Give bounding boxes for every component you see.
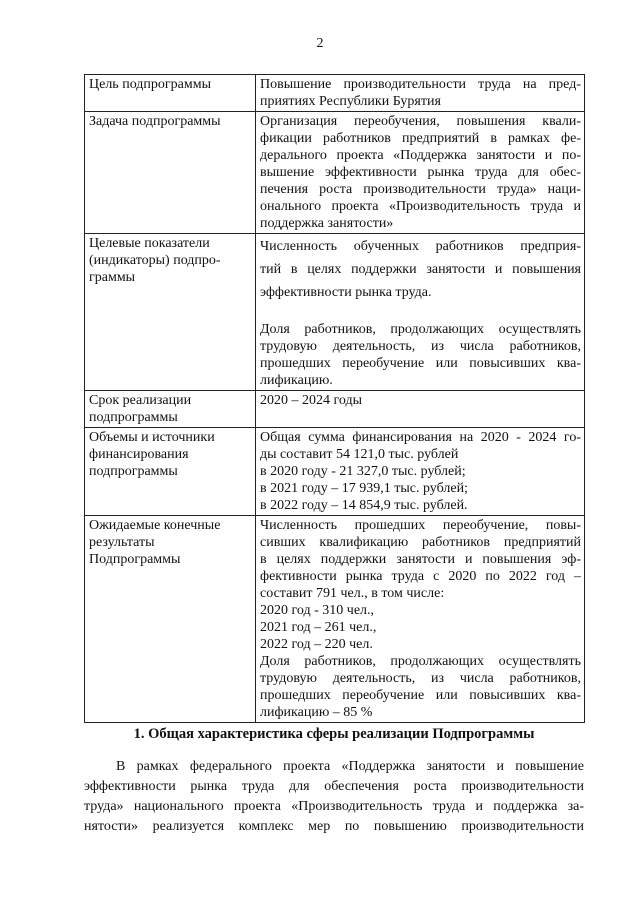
row-value-cell (256, 234, 585, 391)
text-line: 2022 год – 220 чел. (260, 637, 373, 652)
text-line: трудовую деятельность, из числа работников, (260, 339, 581, 354)
row-label-line: Срок реализации (89, 393, 192, 408)
body-paragraph (84, 757, 584, 837)
row-label-line: финансирования (89, 447, 189, 462)
text-line: нятости» реализуется комплекс мер по повышению производительности (84, 819, 584, 834)
row-label-cell (85, 516, 256, 723)
row-value-cell (256, 391, 585, 428)
text-line: 2020 год - 310 чел., (260, 603, 375, 618)
text-line: эффективности рынка труда для обеспечения роста производительности (84, 779, 584, 794)
text-line: лификацию. (260, 373, 333, 388)
indicator-one (260, 235, 581, 304)
table-row-task (85, 112, 585, 234)
row-label-cell (85, 75, 256, 112)
text-line: Доля работников, продолжающих осуществлять (260, 322, 581, 337)
text-line: в 2020 году - 21 327,0 тыс. рублей; (260, 464, 466, 479)
table-row-results (85, 516, 585, 723)
text-line: Численность прошедших переобучение, повы- (260, 518, 581, 533)
row-label-line: Ожидаемые конечные (89, 518, 221, 533)
text-line: Численность обученных работников предприя- (260, 239, 581, 254)
row-label-line: граммы (89, 270, 136, 285)
text-line: фективности рынка труда с 2020 по 2022 год – (260, 569, 581, 584)
text-line: приятиях Республики Бурятия (260, 94, 441, 109)
table-row-indicators (85, 234, 585, 391)
text-line: в 2022 году – 14 854,9 тыс. рублей. (260, 498, 468, 513)
table-row-goal (85, 75, 585, 112)
row-value-cell (256, 112, 585, 234)
text-line: фикации работников предприятий в рамках фе- (260, 131, 581, 146)
text-line: сивших квалификацию работников предприятий (260, 535, 581, 550)
text-line: тий в целях поддержки занятости и повышения (260, 262, 581, 277)
text-line: в целях поддержки занятости и повышения эф- (260, 552, 581, 567)
text-line: в 2021 году – 17 939,1 тыс. рублей; (260, 481, 468, 496)
page-number: 2 (316, 36, 324, 51)
text-line: 2021 год – 261 чел., (260, 620, 377, 635)
row-label-cell (85, 112, 256, 234)
text-line: труда» национального проекта «Производительность труда и поддержка за- (84, 799, 584, 814)
row-value-cell (256, 75, 585, 112)
text-line: Общая сумма финансирования на 2020 - 2024 го- (260, 430, 581, 445)
text-line: онального проекта «Производительность труда и (260, 199, 581, 214)
row-label-cell (85, 234, 256, 391)
text-line: трудовую деятельность, из числа работников, (260, 671, 581, 686)
text-line: дерального проекта «Поддержка занятости и по- (260, 148, 581, 163)
text-line: Доля работников, продолжающих осуществлять (260, 654, 581, 669)
indicator-two (260, 321, 581, 389)
text-line: эффективности рынка труда. (260, 285, 432, 300)
text-line: печения роста производительности труда» наци- (260, 182, 581, 197)
row-value-cell (256, 428, 585, 516)
row-label-line: (индикаторы) подпро- (89, 253, 221, 268)
text-line: ды составит 54 121,0 тыс. рублей (260, 447, 459, 462)
row-label-line: подпрограммы (89, 410, 178, 425)
table-row-financing (85, 428, 585, 516)
row-label-line: Целевые показатели (89, 236, 210, 251)
subprogram-passport-table (84, 74, 585, 723)
text-line: вышение эффективности рынка труда для обес- (260, 165, 581, 180)
row-label-line: Подпрограммы (89, 552, 181, 567)
row-label-cell (85, 391, 256, 428)
row-value-cell (256, 516, 585, 723)
row-label-line: подпрограммы (89, 464, 178, 479)
text-line: Организация переобучения, повышения квали- (260, 114, 581, 129)
row-label-line: результаты (89, 535, 155, 550)
text-line: В рамках федерального проекта «Поддержка занятости и повышение (116, 759, 584, 774)
text-line: прошедших переобучение или повысивших ква- (260, 688, 581, 703)
row-label-line: Задача подпрограммы (89, 114, 221, 129)
text-line: прошедших переобучение или повысивших ква- (260, 356, 581, 371)
text-line: поддержка занятости» (260, 216, 394, 231)
text-line: 2020 – 2024 годы (260, 393, 363, 408)
section-heading: 1. Общая характеристика сферы реализации Подпрограммы (133, 726, 535, 742)
text-line: Повышение производительности труда на пред- (260, 77, 581, 92)
text-line: лификацию – 85 % (260, 705, 373, 720)
table-row-term (85, 391, 585, 428)
row-label-line: Объемы и источники (89, 430, 215, 445)
paragraph-gap (260, 304, 581, 321)
row-label-cell (85, 428, 256, 516)
row-label-line: Цель подпрограммы (89, 77, 211, 92)
text-line: составит 791 чел., в том числе: (260, 586, 445, 601)
